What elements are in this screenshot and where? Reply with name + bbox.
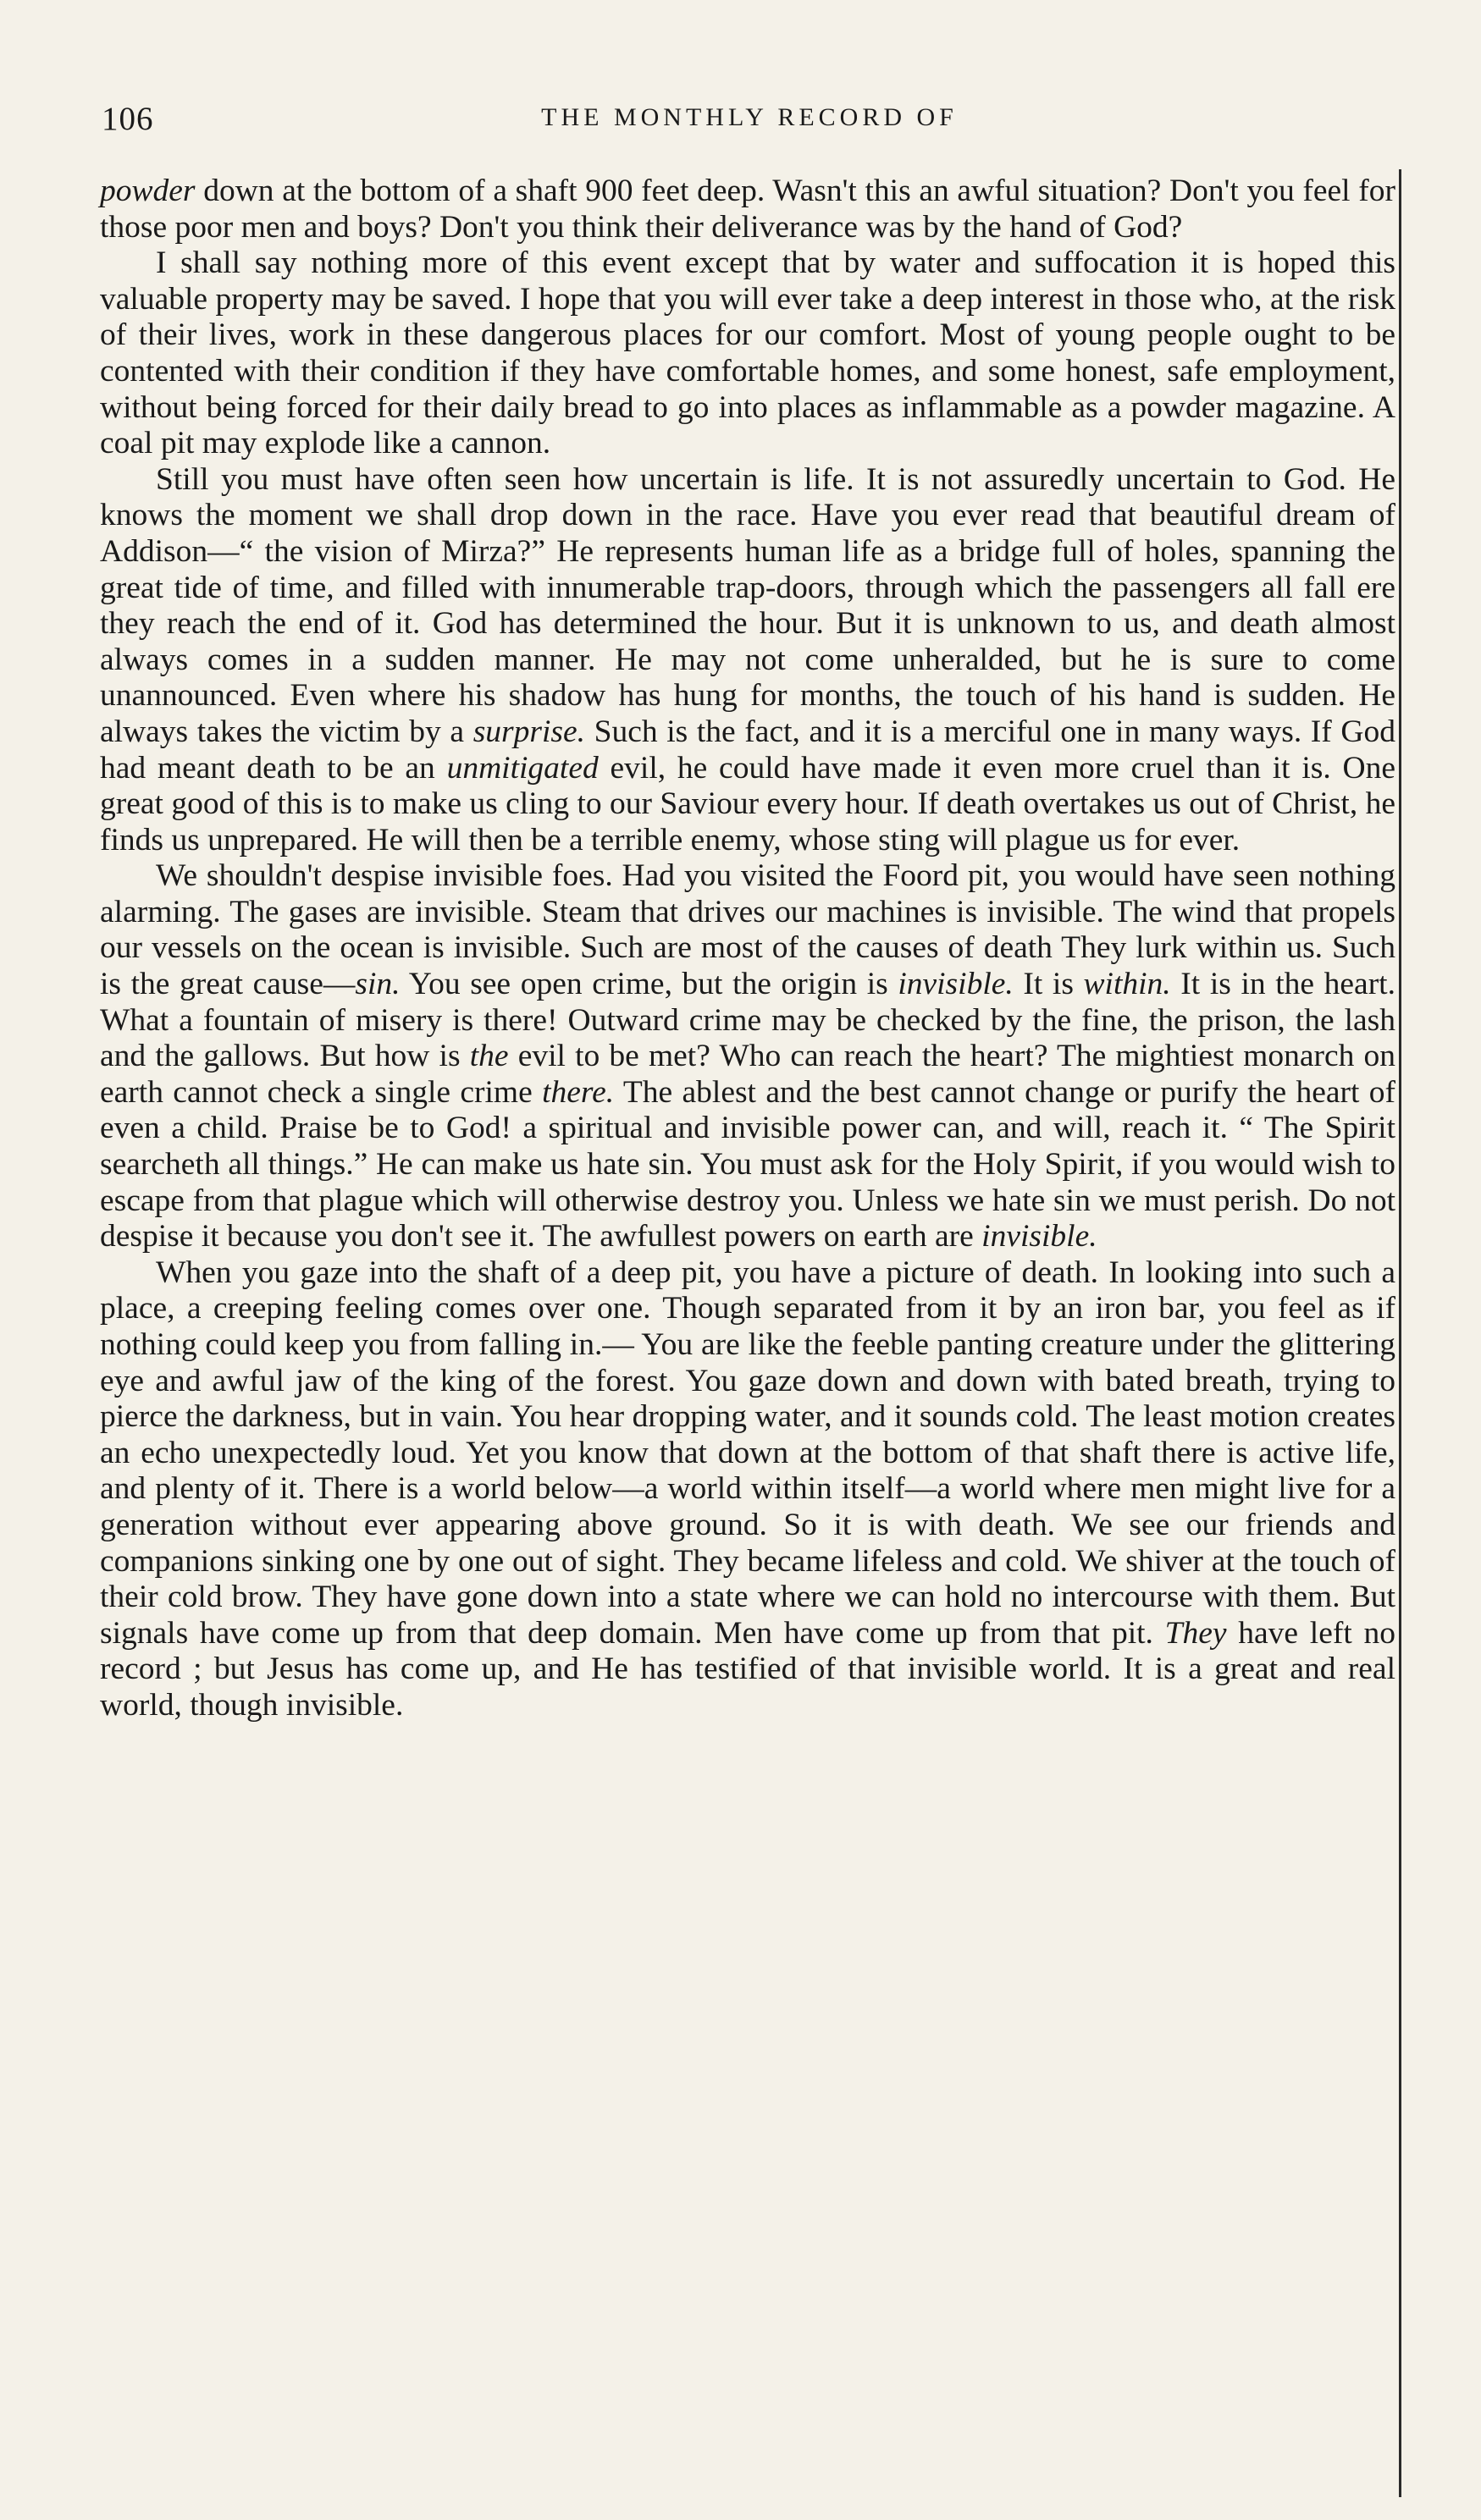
paragraph [100, 858, 1395, 1255]
italic-text: sin. [355, 967, 401, 1002]
italic-text: They [1164, 1615, 1227, 1651]
paragraph [100, 1255, 1395, 1724]
italic-text: the [469, 1039, 509, 1074]
text-run: evil to be met? Who can reach the heart? The mightiest monarch on earth cannot check a single crime [100, 1039, 1395, 1110]
text-run: Such is the fact, and it is a merciful one in many ways. If God had meant death to be an [100, 714, 1395, 786]
text-run: When you gaze into the shaft of a deep pit, you have a picture of death. In looking into such a place, a creeping feeling comes over one. Though separated from it by an iron bar, you feel as if nothing could keep you from falling in.— You are like the feeble panting creature under the glittering eye and awful jaw of the king of the forest. You gaze down and down with bated breath, trying to pierce the darkness, but in vain. You hear dropping water, and it sounds cold. The least motion creates an echo unexpectedly loud. Yet you know that down at the bottom of that shaft there is active life, and plenty of it. There is a world below—a world within itself—a world where men might live for a generation without ever appearing above ground. So it is with death. We see our friends and companions sinking one by one out of sight. They became lifeless and cold. We shiver at the touch of their cold brow. They have gone down into a state where we can hold no intercourse with them. But signals have come up from that deep domain. Men have come up from that pit. [100, 1254, 1395, 1651]
paragraph [100, 245, 1395, 462]
italic-text: powder [100, 174, 196, 208]
italic-text: surprise. [472, 714, 585, 749]
paragraph [100, 174, 1395, 245]
text-run: I shall say nothing more of this event except that by water and suffocation it is hoped this valuable property may be saved. I hope that you will ever take a deep interest in those who, at the risk of their lives, work in these dangerous places for our comfort. Most of young people ought to be contented with their condition if they have comfortable homes, and some honest, safe employment, without being forced for their daily bread to go into places as inflammable as a powder magazine. A coal pit may explode like a cannon. [100, 245, 1395, 461]
italic-text: there. [542, 1074, 615, 1110]
text-run: Still you must have often seen how uncertain is life. It is not assuredly uncertain to God. He knows the moment we shall drop down in the race. Have you ever read that beautiful dream of Addison—“ the vision of Mirza?” He represents human life as a bridge full of holes, spanning the great tide of time, and filled with innumerable trap-doors, through which the passengers all fall ere they reach the end of it. God has determined the hour. But it is unknown to us, and death almost always comes in a sudden manner. He may not come unheralded, but he is sure to come unannounced. Even where his shadow has hung for months, the touch of his hand is sudden. He always takes the victim by a [100, 461, 1395, 749]
text-run: It is [1013, 967, 1084, 1002]
italic-text: invisible. [981, 1219, 1097, 1254]
text-run: You see open crime, but the origin is [400, 967, 898, 1002]
right-margin-rule [1399, 169, 1401, 2497]
text-run: We shouldn't despise invisible foes. Had you visited the Foord pit, you would have seen nothing alarming. The gases are invisible. Steam that drives our machines is invisible. The wind that propels our vessels on the ocean is invisible. Such are most of the causes of death They lurk within us. Such is the great cause— [100, 858, 1395, 1002]
running-title: THE MONTHLY RECORD OF [541, 103, 958, 131]
italic-text: unmitigated [446, 750, 599, 786]
page-number: 106 [102, 101, 154, 137]
paragraph [100, 462, 1395, 859]
text-run: The ablest and the best cannot change or purify the heart of even a child. Praise be to God! a spiritual and invisible power can, and will, reach it. “ The Spirit searcheth all things.” He can make us hate sin. You must ask for the Holy Spirit, if you would wish to escape from that plague which will otherwise destroy you. Unless we hate sin we must perish. Do not despise it because you don't see it. The awfullest powers on earth are [100, 1074, 1395, 1254]
page-header [102, 100, 1397, 142]
text-run: evil, he could have made it even more cruel than it is. One great good of this is to make us cling to our Saviour every hour. If death overtakes us out of Christ, he finds us unprepared. He will then be a terrible enemy, whose sting will plague us for ever. [100, 750, 1395, 857]
italic-text: invisible. [898, 967, 1014, 1002]
text-run: down at the bottom of a shaft 900 feet deep. Wasn't this an awful situation? Don't you feel for those poor men and boys? Don't you think their deliverance was by the hand of God? [100, 174, 1395, 245]
body-text [100, 174, 1395, 1724]
text-run: have left no record ; but Jesus has come up, and He has testified of that invisible world. It is a great and real world, though invisible. [100, 1615, 1395, 1723]
text-run: It is in the heart. What a fountain of misery is there! Outward crime may be checked by the fine, the prison, the lash and the gallows. But how is [100, 967, 1395, 1074]
italic-text: within. [1083, 967, 1171, 1002]
